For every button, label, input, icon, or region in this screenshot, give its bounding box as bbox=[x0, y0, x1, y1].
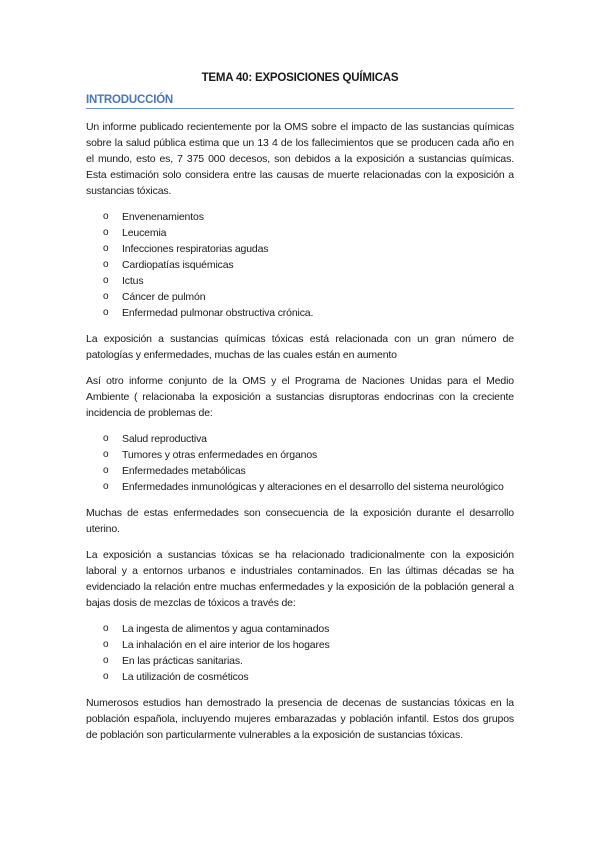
paragraph-5: La exposición a sustancias tóxicas se ha relacionado tradicionalmente con la exposición laboral y a entornos urbanos e industriales contaminados. En las últimas décadas se ha evidenciado la relación entre muchas enfermedades y la exposición de la población general a bajas dosis de mezclas de tóxicos a través de: bbox=[86, 549, 514, 609]
bullet-icon: o bbox=[103, 433, 109, 444]
list-item-text: La ingesta de alimentos y agua contaminados bbox=[122, 623, 330, 635]
list-item bbox=[86, 225, 514, 241]
bullet-icon: o bbox=[103, 243, 109, 254]
list-item-text: Envenenamientos bbox=[122, 211, 204, 223]
bullet-icon: o bbox=[103, 623, 109, 634]
list-item-text: Leucemia bbox=[122, 227, 167, 239]
list-item bbox=[86, 305, 514, 321]
list-item bbox=[86, 257, 514, 273]
bullet-icon: o bbox=[103, 655, 109, 666]
list-problems bbox=[86, 431, 514, 495]
bullet-icon: o bbox=[103, 671, 109, 682]
list-item-text: En las prácticas sanitarias. bbox=[122, 655, 243, 667]
section-heading-introduccion: INTRODUCCIÓN bbox=[86, 94, 514, 109]
list-item bbox=[86, 447, 514, 463]
list-item bbox=[86, 463, 514, 479]
list-item bbox=[86, 273, 514, 289]
list-item-text: Enfermedades metabólicas bbox=[122, 465, 246, 477]
bullet-icon: o bbox=[103, 449, 109, 460]
list-item bbox=[86, 431, 514, 447]
bullet-icon: o bbox=[103, 259, 109, 270]
paragraph-3: Así otro informe conjunto de la OMS y el Programa de Naciones Unidas para el Medio Ambiente ( relacionaba la exposición a sustancias disruptoras endocrinas con la creciente incidencia de problemas de: bbox=[86, 375, 514, 419]
bullet-icon: o bbox=[103, 227, 109, 238]
paragraph-6: Numerosos estudios han demostrado la presencia de decenas de sustancias tóxicas en la población española, incluyendo mujeres embarazadas y población infantil. Estos dos grupos de población son particularmente vulnerables a la exposición de sustancias tóxicas. bbox=[86, 697, 514, 741]
list-item bbox=[86, 653, 514, 669]
list-item-text: Cardiopatías isquémicas bbox=[122, 259, 234, 271]
paragraph-4: Muchas de estas enfermedades son consecuencia de la exposición durante el desarrollo uterino. bbox=[86, 507, 514, 535]
bullet-icon: o bbox=[103, 465, 109, 476]
paragraph-2: La exposición a sustancias químicas tóxicas está relacionada con un gran número de patologías y enfermedades, muchas de las cuales están en aumento bbox=[86, 333, 514, 361]
list-exposure-routes bbox=[86, 621, 514, 685]
bullet-icon: o bbox=[103, 481, 109, 492]
list-item bbox=[86, 209, 514, 225]
list-item bbox=[86, 637, 514, 653]
list-causes bbox=[86, 209, 514, 321]
paragraph-1: Un informe publicado recientemente por la OMS sobre el impacto de las sustancias químicas sobre la salud pública estima que un 13 4 de los fallecimientos que se producen cada año en el mundo, esto es, 7 375 000 decesos, son debidos a la exposición a sustancias químicas. Esta estimación solo considera entre las causas de muerte relacionadas con la exposición a sustancias tóxicas. bbox=[86, 121, 514, 197]
list-item-text: Enfermedades inmunológicas y alteraciones en el desarrollo del sistema neurológico bbox=[122, 481, 504, 493]
bullet-icon: o bbox=[103, 307, 109, 318]
list-item-text: Enfermedad pulmonar obstructiva crónica. bbox=[122, 307, 314, 319]
list-item-text: Ictus bbox=[122, 275, 144, 287]
list-item-text: Infecciones respiratorias agudas bbox=[122, 243, 269, 255]
list-item-text: Salud reproductiva bbox=[122, 433, 207, 445]
list-item bbox=[86, 289, 514, 305]
bullet-icon: o bbox=[103, 275, 109, 286]
bullet-icon: o bbox=[103, 639, 109, 650]
list-item bbox=[86, 621, 514, 637]
bullet-icon: o bbox=[103, 291, 109, 302]
list-item-text: Tumores y otras enfermedades en órganos bbox=[122, 449, 318, 461]
list-item bbox=[86, 669, 514, 685]
list-item bbox=[86, 479, 514, 495]
list-item-text: Cáncer de pulmón bbox=[122, 291, 206, 303]
list-item bbox=[86, 241, 514, 257]
list-item-text: La utilización de cosméticos bbox=[122, 671, 249, 683]
document-title: TEMA 40: EXPOSICIONES QUÍMICAS bbox=[201, 72, 399, 84]
bullet-icon: o bbox=[103, 211, 109, 222]
list-item-text: La inhalación en el aire interior de los hogares bbox=[122, 639, 330, 651]
